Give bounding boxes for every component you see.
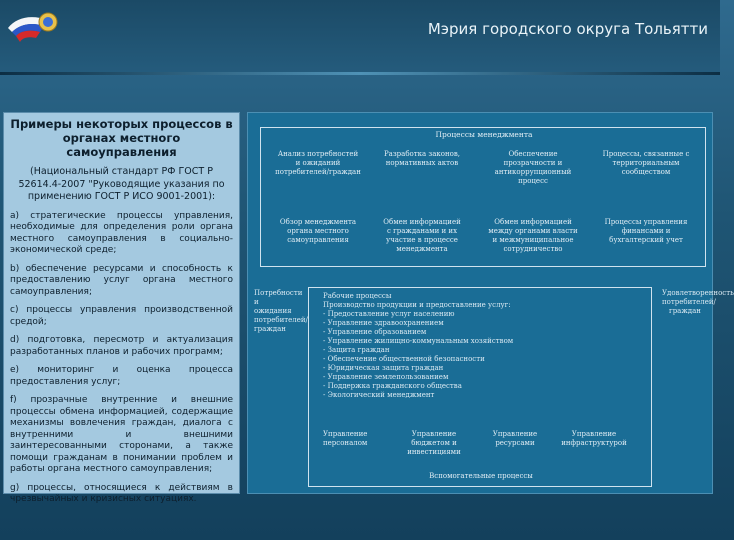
management-cell: Обеспечение прозрачности и антикоррупционный процесс bbox=[494, 150, 572, 185]
header-divider bbox=[0, 72, 720, 75]
resource-cell: Управление ресурсами bbox=[492, 430, 538, 447]
needs-text: Потребности и ожидания потребителей/граждан bbox=[254, 289, 308, 333]
working-item: - Обеспечение общественной безопасности bbox=[323, 355, 643, 364]
working-item: - Управление образованием bbox=[323, 328, 643, 337]
resource-cell: Управление персоналом bbox=[323, 430, 368, 447]
management-processes-box bbox=[260, 127, 706, 267]
management-cell: Обмен информацией с гражданами и их участие в процессе менеджмента bbox=[383, 218, 461, 253]
process-item-e: e) мониторинг и оценка процесса предоставления услуг; bbox=[10, 365, 233, 387]
working-processes-box bbox=[308, 287, 652, 487]
page-title: Мэрия городского округа Тольятти bbox=[427, 20, 708, 38]
satisfaction-box bbox=[660, 287, 734, 357]
process-item-d: d) подготовка, пересмотр и актуализация разработанных планов и рабочих программ; bbox=[10, 335, 233, 357]
process-item-g: g) процессы, относящиеся к действиям в чрезвычайных и кризисных ситуациях. bbox=[10, 482, 233, 504]
working-item: - Управление землепользованием bbox=[323, 373, 643, 382]
resource-cell: Управление инфраструктурой bbox=[561, 430, 627, 447]
process-item-b: b) обеспечение ресурсами и способность к предоставлению услуг органа местного самоуправления; bbox=[10, 263, 233, 297]
management-title: Процессы менеджмента bbox=[435, 130, 533, 139]
working-item: - Поддержка гражданского общества bbox=[323, 382, 643, 391]
working-subtitle: Производство продукции и предоставление услуг: bbox=[323, 301, 511, 309]
process-item-c: c) процессы управления производственной средой; bbox=[10, 305, 233, 327]
process-examples-panel bbox=[3, 112, 240, 504]
working-title: Рабочие процессы bbox=[323, 292, 392, 300]
working-item: - Управление жилищно-коммунальным хозяйством bbox=[323, 337, 643, 346]
working-item: - Экологический менеджмент bbox=[323, 391, 643, 400]
support-title: Вспомогательные процессы bbox=[429, 472, 533, 480]
process-item-a: а) стратегические процессы управления, необходимые для определения роли органа местного самоуправления в социально-экономической среде; bbox=[10, 210, 233, 255]
working-item: - Управление здравоохранением bbox=[323, 319, 643, 328]
header-bar bbox=[0, 0, 720, 72]
resource-cell: Управление бюджетом и инвестициями bbox=[407, 430, 461, 456]
working-list bbox=[323, 310, 643, 400]
needs-box bbox=[252, 287, 308, 357]
satisfaction-text: Удовлетворенность потребителей/граждан bbox=[662, 289, 734, 315]
working-item: - Предоставление услуг населению bbox=[323, 310, 643, 319]
standard-reference: (Национальный стандарт РФ ГОСТ Р 52614.4-2007 "Руководящие указания по применению ГОСТ Р ИСО 9001-2001): bbox=[18, 166, 225, 202]
management-cell: Анализ потребностей и ожиданий потребителей/граждан bbox=[275, 150, 361, 176]
management-cell: Разработка законов, нормативных актов bbox=[383, 150, 461, 167]
working-item: - Юридическая защита граждан bbox=[323, 364, 643, 373]
process-diagram bbox=[247, 112, 734, 494]
management-cell: Процессы, связанные с территориальным сообществом bbox=[602, 150, 690, 176]
management-cell: Обзор менеджмента органа местного самоуправления bbox=[279, 218, 357, 244]
management-cell: Обмен информацией между органами власти и межмуниципальное сотрудничество bbox=[488, 218, 578, 253]
working-item: - Защита граждан bbox=[323, 346, 643, 355]
logo-icon bbox=[4, 4, 62, 48]
panel-heading: Примеры некоторых процессов в органах местного самоуправления bbox=[10, 117, 233, 159]
process-item-f: f) прозрачные внутренние и внешние процессы обмена информацией, содержащие механизмы вовлечения граждан, диалога с внутренними и внешними заинтересованными сторонами, а также помощи гражданам в понимании проблем и работы органа местного самоуправления; bbox=[10, 395, 233, 474]
management-cell: Процессы управления финансами и бухгалтерский учет bbox=[604, 218, 688, 244]
